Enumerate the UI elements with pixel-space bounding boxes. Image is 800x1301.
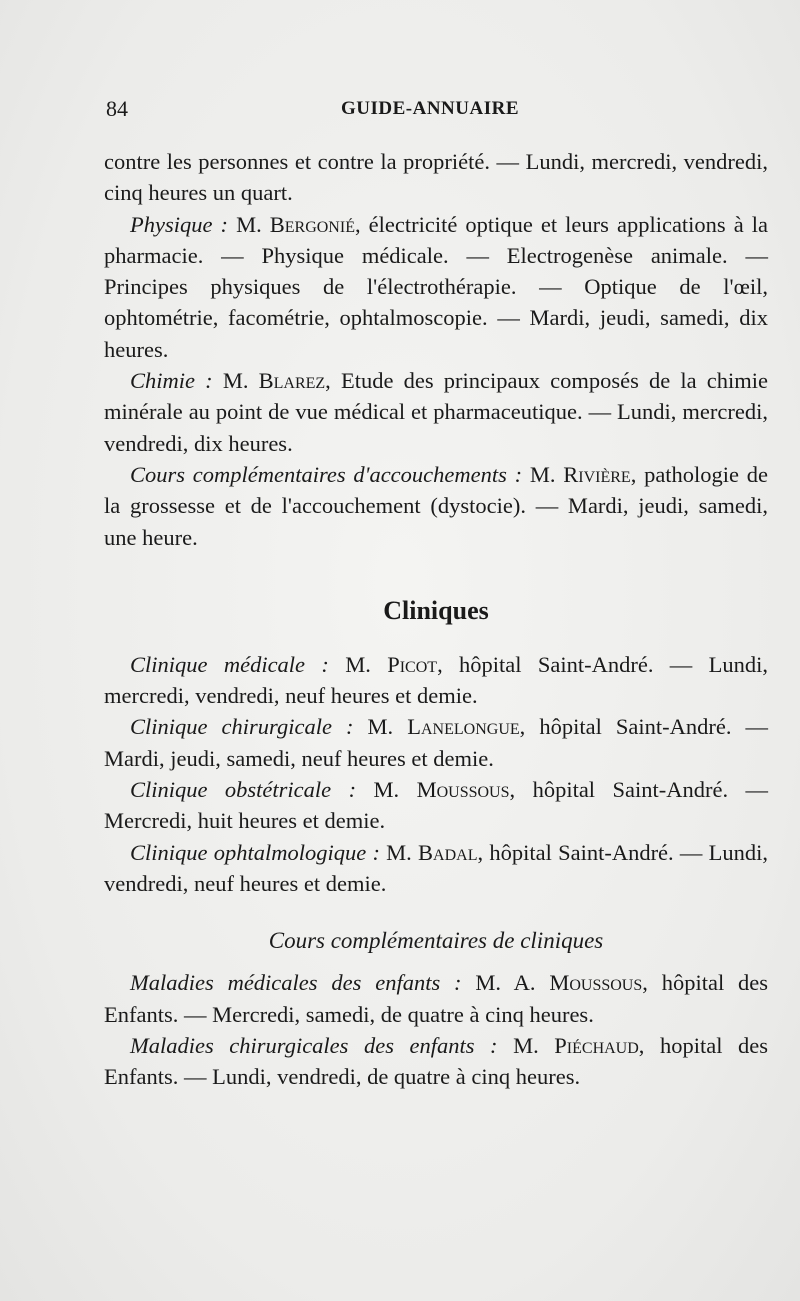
prof-prefix: M.: [345, 651, 371, 677]
professor-name: Piéchaud: [554, 1032, 639, 1058]
paragraph-clinique-medicale: [104, 649, 768, 712]
course-description: , hôpital Saint-André. — Mardi, jeudi, samedi, neuf heures et demie.: [104, 714, 769, 771]
course-label: Maladies chirurgicales des enfants :: [130, 1032, 498, 1058]
prof-prefix: M.: [386, 839, 412, 865]
course-description: , hôpital Saint-André. — Lundi, vendredi, neuf heures et demie.: [104, 839, 768, 896]
page-header: [100, 96, 760, 128]
course-label: Maladies médicales des enfants :: [130, 970, 462, 996]
running-head: GUIDE-ANNUAIRE: [340, 98, 519, 119]
course-description: , hôpital Saint-André. — Mercredi, huit heures et demie.: [104, 777, 769, 834]
page-body: [104, 146, 768, 1092]
section-heading-cliniques: Cliniques: [383, 595, 489, 625]
section-heading-cours-complementaires: Cours complémentaires de cliniques: [268, 928, 604, 954]
course-label: Clinique médicale :: [130, 651, 329, 677]
course-label: Clinique obstétricale :: [130, 777, 357, 803]
course-description: , hôpital Saint-André. — Lundi, mercredi, vendredi, neuf heures et demie.: [104, 651, 769, 709]
prof-prefix: M.: [513, 1032, 539, 1058]
prof-prefix: M.: [222, 368, 249, 394]
paragraph-accouchements: [104, 459, 768, 553]
professor-name: Blarez: [258, 368, 326, 394]
professor-name: Moussous: [549, 970, 643, 996]
paragraph-physique: [104, 209, 768, 365]
page-number: 84: [106, 96, 128, 121]
course-label: Clinique ophtalmologique :: [130, 839, 380, 865]
professor-name: Rivière: [563, 461, 631, 487]
prof-prefix: M.: [367, 714, 394, 740]
paragraph-text: contre les personnes et contre la propriété. — Lundi, mercredi, vendredi, cinq heures un quart.: [104, 149, 768, 206]
paragraph-chimie: [104, 365, 768, 459]
prof-prefix: M.: [236, 211, 262, 237]
course-description: , pathologie de la grossesse et de l'accouchement (dystocie). — Mardi, jeudi, samedi, une heure.: [104, 461, 769, 550]
paragraph-clinique-obstetricale: [104, 774, 768, 837]
paragraph-clinique-ophtalmologique: [104, 837, 768, 900]
paragraph-clinique-chirurgicale: [104, 711, 768, 774]
prof-prefix: M. A.: [475, 970, 536, 996]
course-label: Cours complémentaires d'accouchements :: [130, 461, 523, 487]
course-label: Chimie :: [130, 368, 213, 394]
professor-name: Lanelongue: [407, 714, 520, 740]
paragraph-penal-law-continuation: [104, 146, 768, 209]
paragraph-maladies-medicales-enfants: [104, 967, 768, 1030]
professor-name: Badal: [418, 839, 478, 865]
professor-name: Bergonié: [269, 211, 355, 237]
professor-name: Picot: [387, 651, 438, 677]
course-description: , hôpital des Enfants. — Mercredi, samedi, de quatre à cinq heures.: [104, 970, 769, 1027]
course-label: Physique :: [130, 211, 229, 237]
course-description: , électricité optique et leurs applications à la pharmacie. — Physique médicale. — Electrogenèse animale. — Principes physiques de l'électrothérapie. — Optique de l'œil, ophtométrie, facométrie, ophtalmoscopie. — Mardi, jeudi, samedi, dix heures.: [104, 211, 769, 362]
prof-prefix: M.: [373, 777, 400, 803]
professor-name: Moussous: [416, 777, 510, 803]
course-description: , hopital des Enfants. — Lundi, vendredi, de quatre à cinq heures.: [104, 1032, 768, 1090]
course-label: Clinique chirurgicale :: [130, 714, 354, 740]
paragraph-maladies-chirurgicales-enfants: [104, 1030, 768, 1093]
prof-prefix: M.: [529, 461, 556, 487]
course-description: , Etude des principaux composés de la chimie minérale au point de vue médical et pharmaceutique. — Lundi, mercredi, vendredi, dix heures.: [104, 368, 768, 456]
